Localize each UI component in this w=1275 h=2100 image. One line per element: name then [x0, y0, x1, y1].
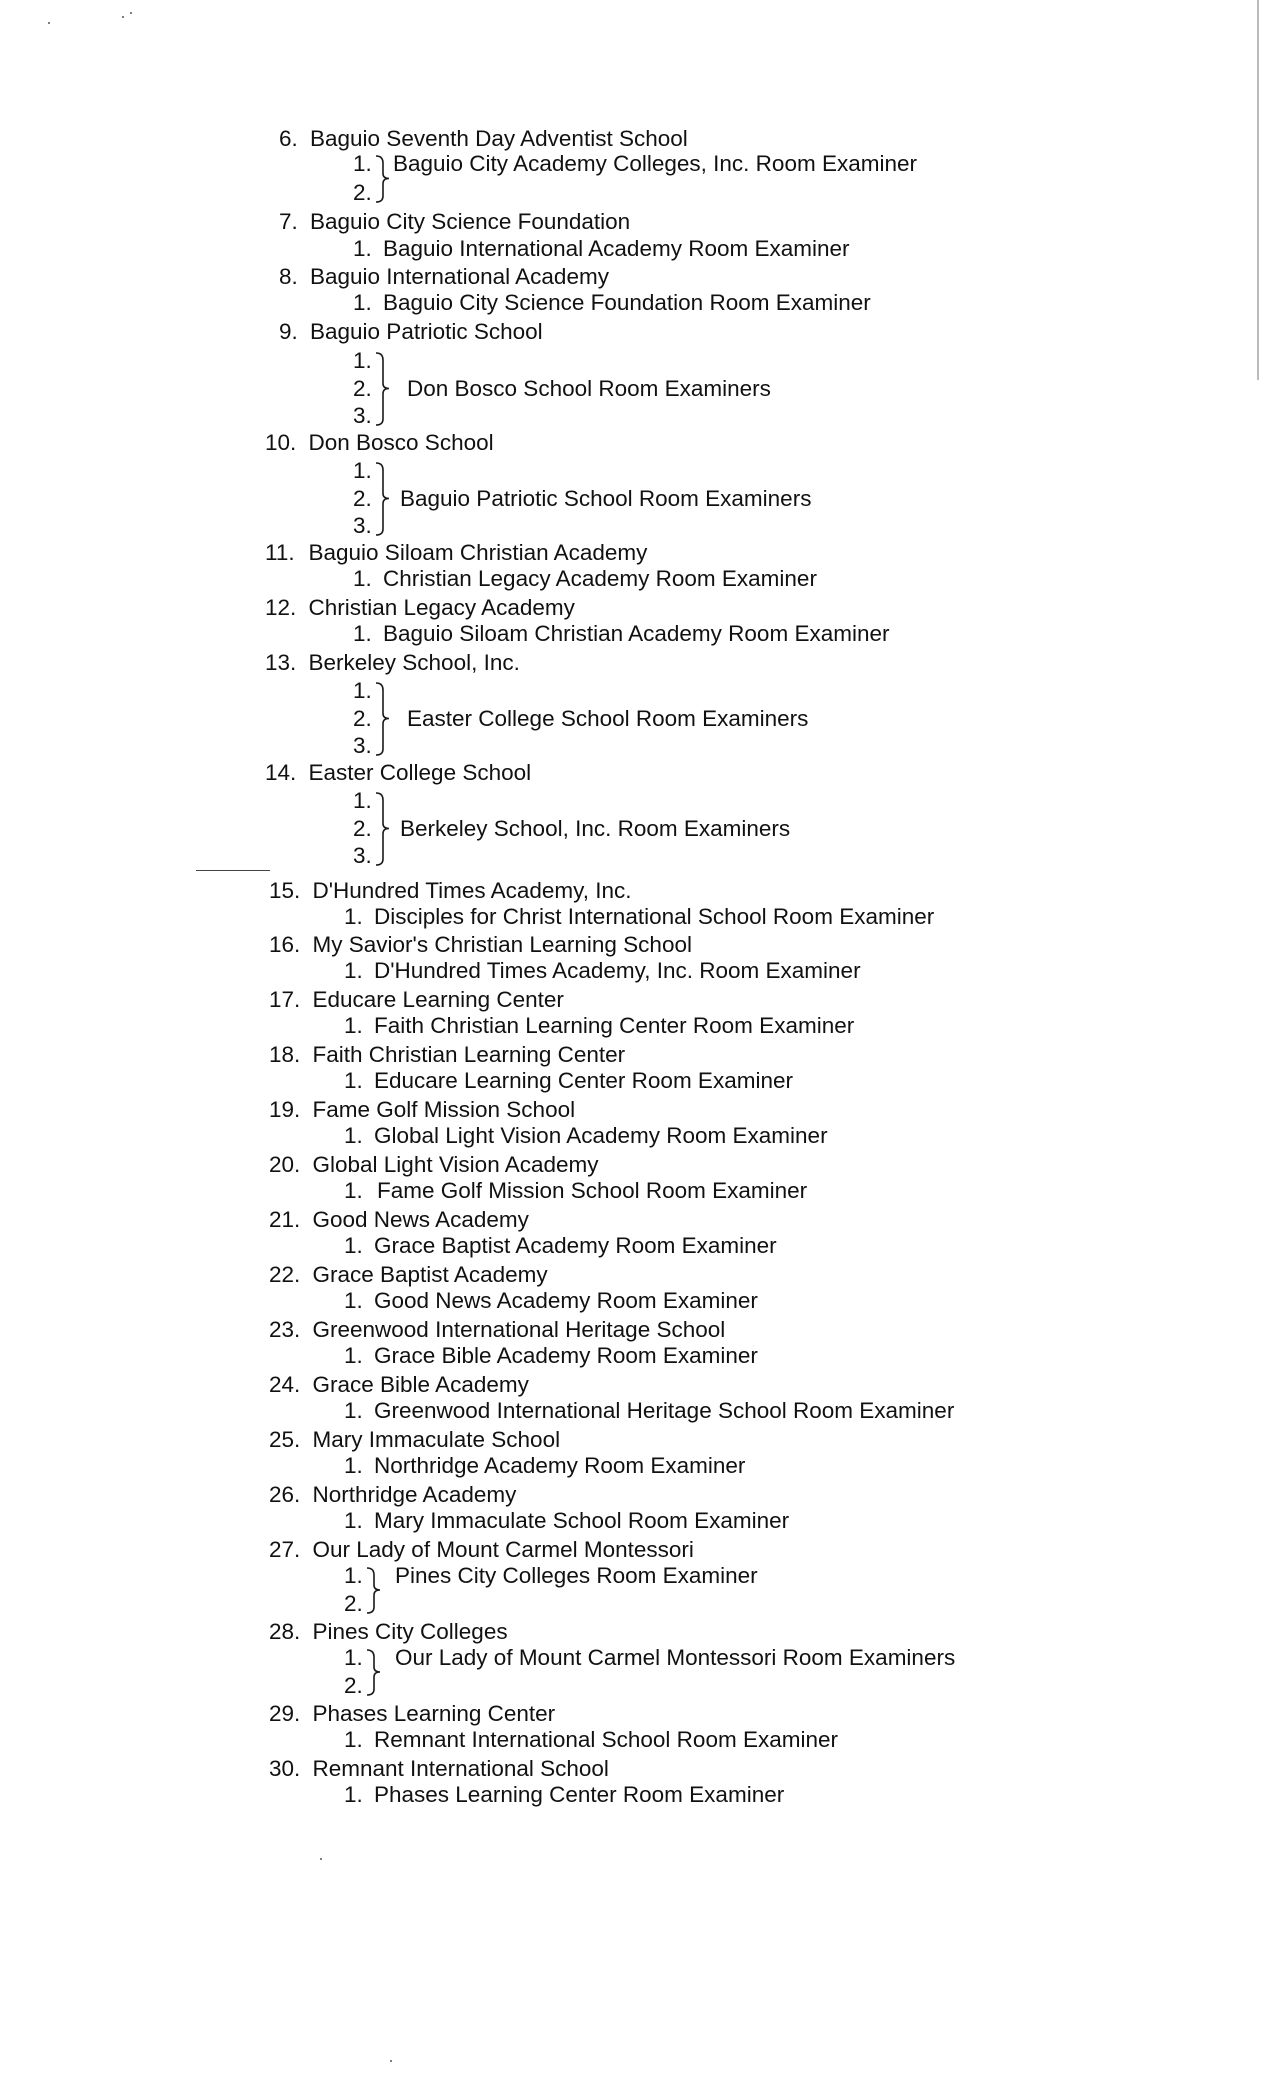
school-name: Global Light Vision Academy — [312, 1152, 599, 1177]
room-examiner-assignment: Global Light Vision Academy Room Examiner — [374, 1123, 828, 1148]
sub-item-number: 1. — [344, 1013, 363, 1038]
entry-number: 18. — [269, 1042, 301, 1067]
grouping-brace — [366, 1649, 386, 1699]
entry-number: 13. — [265, 650, 297, 675]
room-examiner-assignment: Berkeley School, Inc. Room Examiners — [400, 816, 791, 841]
school-name: Faith Christian Learning Center — [312, 1042, 626, 1067]
entry-number: 23. — [269, 1317, 301, 1342]
sub-item-number: 2. — [353, 816, 372, 841]
school-name: Berkeley School, Inc. — [308, 650, 520, 675]
school-name: Fame Golf Mission School — [312, 1097, 576, 1122]
grouping-brace — [375, 352, 395, 429]
entry-number: 25. — [269, 1427, 301, 1452]
room-examiner-assignment: Baguio City Science Foundation Room Examiner — [383, 290, 871, 315]
room-examiner-assignment: Grace Baptist Academy Room Examiner — [374, 1233, 777, 1258]
sub-item-number: 1. — [353, 621, 372, 646]
sub-item-number: 3. — [353, 403, 372, 428]
entry-number: 21. — [269, 1207, 301, 1232]
sub-item-number: 1. — [353, 290, 372, 315]
entry-number: 29. — [269, 1701, 301, 1726]
sub-item-number: 3. — [353, 513, 372, 538]
sub-item-number: 1. — [344, 1453, 363, 1478]
school-name: Remnant International School — [312, 1756, 609, 1781]
sub-item-number: 1. — [344, 958, 363, 983]
room-examiner-assignment: Pines City Colleges Room Examiner — [395, 1563, 758, 1588]
room-examiner-assignment: Baguio International Academy Room Examiner — [383, 236, 850, 261]
sub-item-number: 1. — [353, 678, 372, 703]
scan-speck — [48, 22, 50, 24]
room-examiner-assignment: Educare Learning Center Room Examiner — [374, 1068, 793, 1093]
school-name: Baguio City Science Foundation — [310, 209, 631, 234]
room-examiner-assignment: Baguio Siloam Christian Academy Room Examiner — [383, 621, 890, 646]
scan-speck — [390, 2060, 392, 2062]
school-name: Educare Learning Center — [312, 987, 564, 1012]
grouping-brace — [375, 462, 395, 539]
school-name: Don Bosco School — [308, 430, 494, 455]
sub-item-number: 1. — [344, 1782, 363, 1807]
sub-item-number: 1. — [344, 1508, 363, 1533]
grouping-brace — [375, 682, 395, 759]
sub-item-number: 1. — [353, 566, 372, 591]
sub-item-number: 1. — [353, 236, 372, 261]
school-name: Christian Legacy Academy — [308, 595, 575, 620]
sub-item-number: 1. — [353, 348, 372, 373]
room-examiner-assignment: Good News Academy Room Examiner — [374, 1288, 758, 1313]
entry-number: 26. — [269, 1482, 301, 1507]
school-name: My Savior's Christian Learning School — [312, 932, 692, 957]
sub-item-number: 1. — [344, 1343, 363, 1368]
sub-item-number: 1. — [344, 1233, 363, 1258]
sub-item-number: 1. — [344, 1727, 363, 1752]
school-name: Northridge Academy — [312, 1482, 517, 1507]
sub-item-number: 1. — [353, 788, 372, 813]
scan-speck — [130, 12, 132, 14]
sub-item-number: 1. — [344, 1178, 363, 1203]
room-examiner-assignment: Northridge Academy Room Examiner — [374, 1453, 746, 1478]
school-name: Grace Baptist Academy — [312, 1262, 548, 1287]
entry-number: 7. — [279, 209, 298, 234]
school-name: Phases Learning Center — [312, 1701, 556, 1726]
entry-number: 30. — [269, 1756, 301, 1781]
room-examiner-assignment: Easter College School Room Examiners — [407, 706, 809, 731]
entry-number: 6. — [279, 126, 298, 151]
entry-number: 11. — [265, 540, 295, 565]
grouping-brace — [366, 1567, 386, 1617]
school-name: Greenwood International Heritage School — [312, 1317, 726, 1342]
entry-number: 17. — [269, 987, 301, 1012]
entry-number: 22. — [269, 1262, 301, 1287]
scan-stroke-mark — [196, 870, 270, 871]
room-examiner-assignment: D'Hundred Times Academy, Inc. Room Examiner — [374, 958, 861, 983]
entry-number: 10. — [265, 430, 297, 455]
sub-item-number: 3. — [353, 843, 372, 868]
school-name: Baguio Seventh Day Adventist School — [310, 126, 688, 151]
school-name: D'Hundred Times Academy, Inc. — [312, 878, 632, 903]
entry-number: 28. — [269, 1619, 301, 1644]
room-examiner-assignment: Fame Golf Mission School Room Examiner — [377, 1178, 808, 1203]
room-examiner-assignment: Christian Legacy Academy Room Examiner — [383, 566, 817, 591]
sub-item-number: 2. — [353, 706, 372, 731]
sub-item-number: 2. — [353, 376, 372, 401]
room-examiner-assignment: Faith Christian Learning Center Room Examiner — [374, 1013, 855, 1038]
sub-item-number: 1. — [344, 1563, 363, 1588]
grouping-brace — [375, 792, 395, 869]
entry-number: 8. — [279, 264, 298, 289]
room-examiner-assignment: Phases Learning Center Room Examiner — [374, 1782, 785, 1807]
sub-item-number: 2. — [353, 180, 372, 205]
scan-edge-line — [1257, 0, 1259, 380]
sub-item-number: 1. — [344, 1288, 363, 1313]
entry-number: 16. — [269, 932, 301, 957]
room-examiner-assignment: Don Bosco School Room Examiners — [407, 376, 771, 401]
entry-number: 15. — [269, 878, 301, 903]
entry-number: 12. — [265, 595, 297, 620]
room-examiner-assignment: Grace Bible Academy Room Examiner — [374, 1343, 758, 1368]
school-name: Baguio Siloam Christian Academy — [308, 540, 648, 565]
sub-item-number: 1. — [344, 904, 363, 929]
sub-item-number: 1. — [344, 1398, 363, 1423]
sub-item-number: 2. — [344, 1591, 363, 1616]
sub-item-number: 1. — [344, 1068, 363, 1093]
sub-item-number: 1. — [353, 458, 372, 483]
room-examiner-assignment: Disciples for Christ International School Room Examiner — [374, 904, 935, 929]
entry-number: 27. — [269, 1537, 301, 1562]
scan-speck — [320, 1858, 322, 1860]
entry-number: 24. — [269, 1372, 301, 1397]
room-examiner-assignment: Baguio City Academy Colleges, Inc. Room Examiner — [393, 151, 917, 176]
sub-item-number: 3. — [353, 733, 372, 758]
school-name: Mary Immaculate School — [312, 1427, 561, 1452]
entry-number: 19. — [269, 1097, 301, 1122]
sub-item-number: 1. — [344, 1123, 363, 1148]
entry-number: 9. — [279, 319, 298, 344]
school-name: Good News Academy — [312, 1207, 529, 1232]
school-name: Our Lady of Mount Carmel Montessori — [312, 1537, 694, 1562]
scan-speck — [122, 16, 124, 18]
sub-item-number: 1. — [344, 1645, 363, 1670]
entry-number: 14. — [265, 760, 297, 785]
school-name: Baguio International Academy — [310, 264, 609, 289]
room-examiner-assignment: Mary Immaculate School Room Examiner — [374, 1508, 790, 1533]
school-name: Pines City Colleges — [312, 1619, 508, 1644]
sub-item-number: 2. — [353, 486, 372, 511]
school-name: Baguio Patriotic School — [310, 319, 543, 344]
room-examiner-assignment: Our Lady of Mount Carmel Montessori Room Examiners — [395, 1645, 956, 1670]
room-examiner-assignment: Greenwood International Heritage School Room Examiner — [374, 1398, 955, 1423]
grouping-brace — [375, 155, 395, 206]
school-name: Easter College School — [308, 760, 532, 785]
sub-item-number: 1. — [353, 151, 372, 176]
school-name: Grace Bible Academy — [312, 1372, 529, 1397]
sub-item-number: 2. — [344, 1673, 363, 1698]
entry-number: 20. — [269, 1152, 301, 1177]
room-examiner-assignment: Baguio Patriotic School Room Examiners — [400, 486, 812, 511]
room-examiner-assignment: Remnant International School Room Examiner — [374, 1727, 838, 1752]
